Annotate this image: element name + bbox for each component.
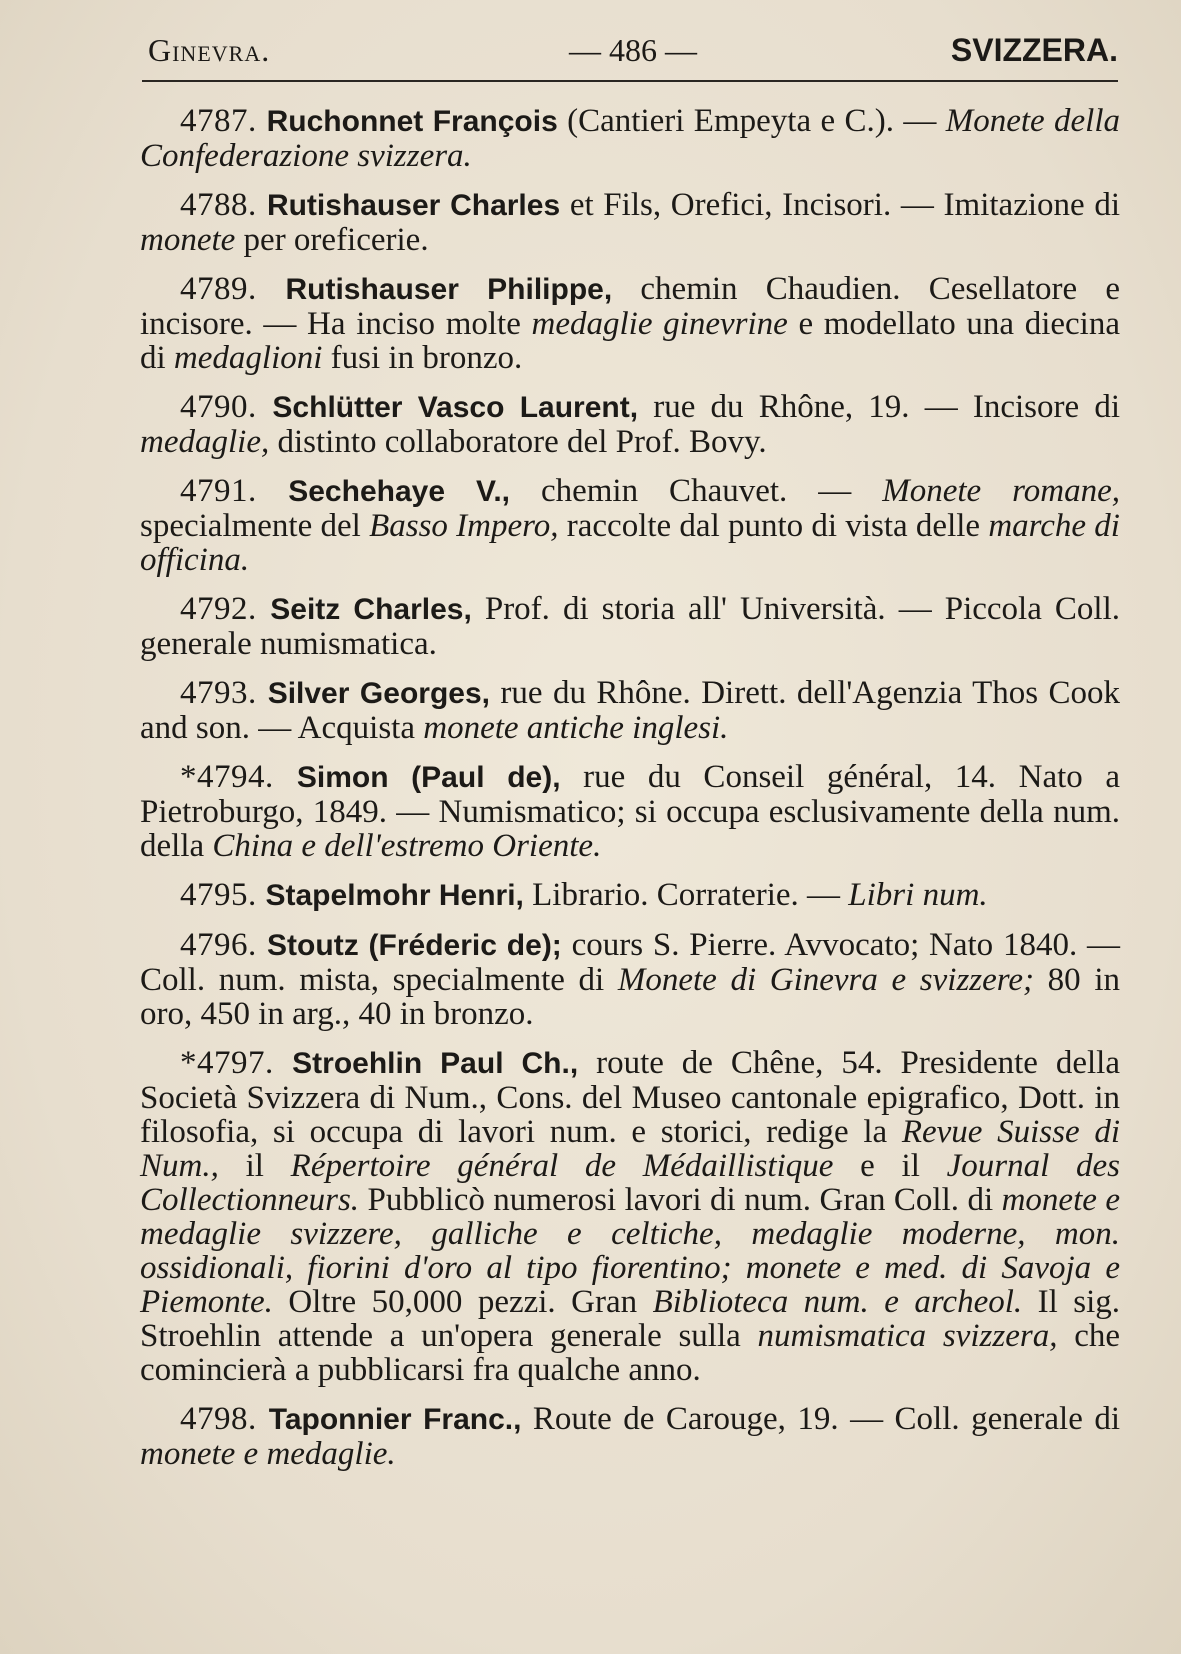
header-city: Ginevra. xyxy=(148,32,271,68)
entry-number: *4794. xyxy=(180,759,297,795)
entry-text: route de Chêne, 54. Presidente della Società Svizzera di Num., Cons. del Museo cantonale epigrafico, Dott. in filosofia, si occupa di lavori num. e storici, redige la xyxy=(140,1045,1120,1150)
directory-entry xyxy=(140,760,1120,863)
entry-text: e modellato una diecina di xyxy=(140,306,1120,376)
entry-text: Oltre 50,000 pezzi. Gran xyxy=(272,1284,653,1320)
entry-italic-text: Répertoire général de Médaillistique xyxy=(290,1148,834,1184)
entry-text: specialmente del xyxy=(140,508,370,544)
directory-entry xyxy=(140,474,1120,577)
directory-entry xyxy=(140,272,1120,375)
entry-number: 4789. xyxy=(180,271,286,307)
entry-number: 4791. xyxy=(180,473,289,509)
entry-name: Stroehlin Paul Ch., xyxy=(292,1047,579,1080)
entry-italic-text: Libri num. xyxy=(848,877,988,913)
entry-name: Seitz Charles, xyxy=(270,593,472,626)
entry-italic-text: medaglie ginevrine xyxy=(531,306,788,342)
entry-number: 4788. xyxy=(180,187,267,223)
entry-number: 4790. xyxy=(180,389,273,425)
page-number: — 486 — xyxy=(569,32,697,68)
header-rule xyxy=(142,80,1118,82)
entry-text: et Fils, Orefici, Incisori. — Imitazione di xyxy=(560,187,1120,223)
entry-text: Pubblicò numerosi lavori di num. Gran Coll. di xyxy=(359,1182,1002,1218)
directory-entry xyxy=(140,188,1120,257)
entry-italic-text: China e dell'estremo Oriente. xyxy=(212,828,602,864)
entry-italic-text: Journal des Collectionneurs. xyxy=(140,1148,1120,1218)
entry-italic-text: Monete di Ginevra e svizzere; xyxy=(617,962,1035,998)
entry-name: Rutishauser Philippe, xyxy=(285,273,613,306)
header-country: SVIZZERA. xyxy=(950,32,1118,68)
entry-text: cours S. Pierre. Avvocato; Nato 1840. — Coll. num. mista, specialmente di xyxy=(140,927,1121,998)
entry-number: 4787. xyxy=(180,103,267,139)
entry-text: e il xyxy=(833,1148,947,1184)
entry-name: Sechehaye V., xyxy=(288,475,510,508)
entry-text: rue du Rhône. Dirett. dell'Agenzia Thos Cook and son. — Acquista xyxy=(140,675,1121,746)
entry-list xyxy=(140,104,1120,1486)
entry-text: per oreficerie. xyxy=(235,222,429,258)
entry-number: 4796. xyxy=(180,927,268,963)
entry-text: distinto collaboratore del Prof. Bovy. xyxy=(269,424,767,460)
directory-entry xyxy=(140,390,1120,459)
entry-italic-text: Biblioteca num. e archeol. xyxy=(652,1284,1023,1320)
entry-text: Route de Carouge, 19. — Coll. generale di xyxy=(521,1401,1121,1437)
entry-number: 4798. xyxy=(180,1401,269,1437)
directory-entry xyxy=(140,104,1120,173)
entry-italic-text: monete e medaglie. xyxy=(140,1436,396,1472)
entry-name: Stapelmohr Henri, xyxy=(265,879,524,912)
entry-italic-text: numismatica svizzera, xyxy=(757,1318,1058,1354)
entry-text: fusi in bronzo. xyxy=(322,340,523,376)
entry-name: Schlütter Vasco Laurent, xyxy=(272,391,639,424)
entry-italic-text: medaglioni xyxy=(173,340,323,376)
entry-italic-text: medaglie, xyxy=(140,424,270,460)
directory-entry xyxy=(140,592,1120,661)
entry-text: (Cantieri Empeyta e C.). — xyxy=(557,103,946,139)
directory-entry xyxy=(140,676,1120,745)
entry-italic-text: monete xyxy=(140,222,236,258)
entry-number: 4792. xyxy=(180,591,271,627)
directory-entry xyxy=(140,1046,1120,1387)
entry-name: Ruchonnet François xyxy=(266,105,558,138)
entry-name: Simon (Paul de), xyxy=(296,761,561,794)
entry-italic-text: monete antiche inglesi. xyxy=(423,710,729,746)
entry-name: Taponnier Franc., xyxy=(268,1403,522,1436)
entry-text: chemin Chauvet. — xyxy=(509,473,883,509)
entry-text: rue du Rhône, 19. — Incisore di xyxy=(638,389,1120,425)
entry-text: Prof. di storia all' Università. — Piccola Coll. generale numismatica. xyxy=(140,591,1120,662)
entry-text: Librario. Corraterie. — xyxy=(523,877,849,913)
entry-italic-text: Revue Suisse di Num., xyxy=(140,1114,1120,1184)
directory-entry xyxy=(140,1402,1120,1471)
entry-text: chemin Chaudien. Cesellatore e incisore. — Ha inciso molte xyxy=(140,271,1121,342)
entry-text: raccolte dal punto di vista delle xyxy=(558,508,989,544)
entry-text: Il sig. Stroehlin attende a un'opera generale sulla xyxy=(140,1284,1120,1354)
entry-text: il xyxy=(218,1148,291,1184)
running-header xyxy=(148,22,1118,78)
directory-entry xyxy=(140,928,1120,1031)
entry-number: *4797. xyxy=(180,1045,293,1081)
entry-name: Silver Georges, xyxy=(267,677,490,710)
entry-italic-text: marche di officina. xyxy=(140,508,1120,578)
entry-name: Rutishauser Charles xyxy=(266,189,561,222)
entry-italic-text: Monete della Confederazione svizzera. xyxy=(140,103,1121,174)
entry-italic-text: Monete romane, xyxy=(882,473,1121,509)
entry-italic-text: Basso Impero, xyxy=(369,508,559,544)
entry-text: che comincierà a pubblicarsi fra qualche anno. xyxy=(140,1318,1120,1388)
directory-entry xyxy=(140,878,1120,913)
entry-text: rue du Conseil général, 14. Nato a Pietroburgo, 1849. — Numismatico; si occupa esclusivamente della num. della xyxy=(140,759,1121,864)
entry-number: 4793. xyxy=(180,675,268,711)
entry-italic-text: monete e medaglie svizzere, galliche e celtiche, medaglie moderne, mon. ossidionali, fiorini d'oro al tipo fiorentino; monete e med. di Savoja e Piemonte. xyxy=(140,1182,1120,1320)
entry-number: 4795. xyxy=(180,877,266,913)
entry-name: Stoutz (Fréderic de); xyxy=(267,929,562,962)
entry-text: 80 in oro, 450 in arg., 40 in bronzo. xyxy=(140,962,1120,1032)
